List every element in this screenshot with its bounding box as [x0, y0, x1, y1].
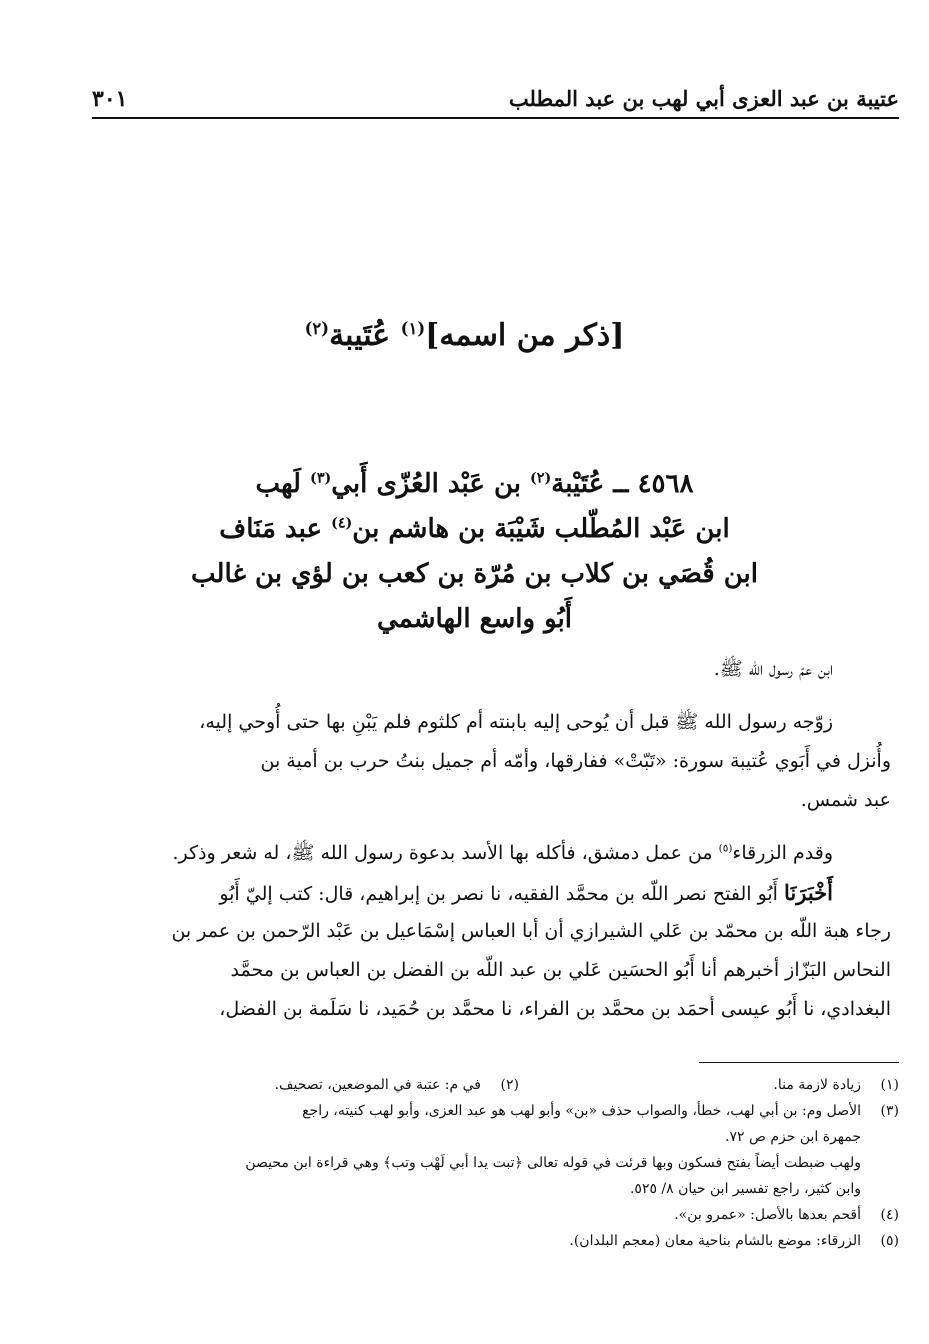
paragraph-3-text: وقدم الزرقاء	[732, 842, 833, 864]
paragraph-2-line-3: عبد شمس.	[800, 789, 891, 811]
footnote-rule	[699, 1062, 899, 1063]
entry-heading-line-3: ابن قُصَي بن كلاب بن مُرّة بن كعب بن لؤي بن غالب	[191, 559, 758, 589]
footnote-number: (٣)	[880, 1103, 899, 1119]
entry-text: ابن عَبْد المُطّلب شَيْبَة بن هاشم بن	[352, 514, 730, 544]
page-number: ٣٠١	[92, 86, 128, 112]
header-rule	[92, 117, 899, 119]
paragraph-1: ابن عمّ رسول الله ﷺ.	[713, 658, 833, 680]
footnote-ref: (٣)	[310, 470, 332, 487]
entry-text: لَهب	[255, 469, 311, 499]
footnote-text: في م: عتبة في الموضعين، تصحيف.	[274, 1077, 481, 1093]
footnote-text: زيادة لازمة منا.	[773, 1077, 861, 1093]
paragraph-3-text: من عمل دمشق، فأكله بها الأسد بدعوة رسول الله ﷺ، له شعر وذكر.	[172, 842, 719, 864]
footnote-ref: (٢)	[304, 319, 330, 338]
paragraph-gap	[94, 689, 891, 703]
footnote-text: الأصل وم: بن أبي لهب، خطأ، والصواب حذف «بن» وأبو لهب هو عبد العزى، وأبو لهب كنيته، راجع	[302, 1103, 861, 1119]
footnote-3-line-2: جمهرة ابن حزم ص ٧٢.	[725, 1129, 861, 1145]
footnote-row-1-2	[96, 1072, 899, 1098]
entry-heading-line-1	[120, 462, 829, 507]
entry-text: بن عَبْد العُزّى أَبي	[331, 469, 531, 499]
footnote-3-line-1	[96, 1098, 899, 1124]
paragraph-2-line-2: وأُنزل في أَبَوي عُتيبة سورة: «تَبّتْ» ففارقها، وأمّه أم جميل بنتُ حرب بن أمية بن	[260, 750, 891, 772]
paragraph-4-line-4: البغدادي، نا أَبُو عيسى أحمَد بن محمَّد بن الفراء، نا محمَّد بن حُمَيد، نا سَلَمة بن الفضل،	[219, 998, 891, 1020]
footnote-number: (٢)	[500, 1077, 519, 1093]
footnotes	[96, 1072, 899, 1254]
footnote-text: الزرقاء: موضع بالشام بناحية معان (معجم البلدان).	[569, 1233, 861, 1249]
body-text	[94, 650, 891, 1029]
paragraph-3	[94, 834, 891, 873]
paragraph-4-line-3: النحاس البَزّاز أخبرهم أنا أَبُو الحسَين عَلي بن عبد اللّه بن الفضل بن العباس بن محمَّد	[230, 959, 891, 981]
entry-heading-line-4: أَبُو واسع الهاشمي	[377, 604, 572, 634]
entry-number-name: ٤٥٦٨ ــ عُتَيْبة	[551, 469, 694, 499]
section-heading	[0, 318, 929, 353]
paragraph-4-line-1	[94, 873, 891, 912]
isnad-lead-word: أَخْبَرَنَا	[784, 880, 833, 905]
footnote-2	[275, 1072, 519, 1098]
footnote-text: أقحم بعدها بالأصل: «عمرو بن».	[674, 1207, 861, 1223]
footnote-number: (١)	[880, 1077, 899, 1093]
running-title: عتيبة بن عبد العزى أبي لهب بن عبد المطلب	[508, 86, 899, 111]
section-name: عُتَيبة	[329, 318, 401, 353]
paragraph-2-line-1: زوّجه رسول الله ﷺ قبل أن يُوحى إليه بابنته أم كلثوم فلم يَبْنِ بها حتى أُوحي إليه،	[199, 711, 833, 733]
footnote-number: (٤)	[880, 1207, 899, 1223]
footnote-1	[519, 1072, 899, 1098]
running-header	[92, 74, 899, 114]
footnote-ref: (٤)	[331, 515, 353, 532]
section-heading-text: [ذكر من اسمه]	[425, 318, 625, 353]
paragraph-gap	[94, 820, 891, 834]
footnote-number: (٥)	[880, 1233, 899, 1249]
paragraph-4-text: أَبُو الفتح نصر اللّه بن محمَّد الفقيه، نا نصر بن إبراهيم، قال: كتب إليّ أَبُو	[219, 883, 785, 905]
footnote-ref: (٢)	[530, 470, 552, 487]
footnote-4	[96, 1202, 899, 1228]
footnote-ref: (١)	[400, 319, 426, 338]
entry-heading-line-2	[120, 507, 829, 552]
entry-text: عبد مَنَاف	[219, 514, 332, 544]
footnote-5	[96, 1228, 899, 1254]
entry-heading	[120, 462, 829, 642]
footnote-3-line-4: وابن كثير، راجع تفسير ابن حيان ٨/ ٥٢٥.	[629, 1181, 861, 1197]
paragraph-4-line-2: رجاء هبة اللّه بن محمّد بن عَلي الشيرازي أن أبا العباس إسْمَاعيل بن عَبْد الرّحمن بن عمر بن	[171, 920, 891, 942]
footnote-ref: (٥)	[718, 842, 733, 855]
footnote-3-line-3: ولهب ضبطت أيضاً بفتح فسكون وبها قرئت في قوله تعالى ﴿تبت يدا أبي لَهْب وتب﴾ وهي قراءة ابن محيصن	[245, 1155, 861, 1171]
